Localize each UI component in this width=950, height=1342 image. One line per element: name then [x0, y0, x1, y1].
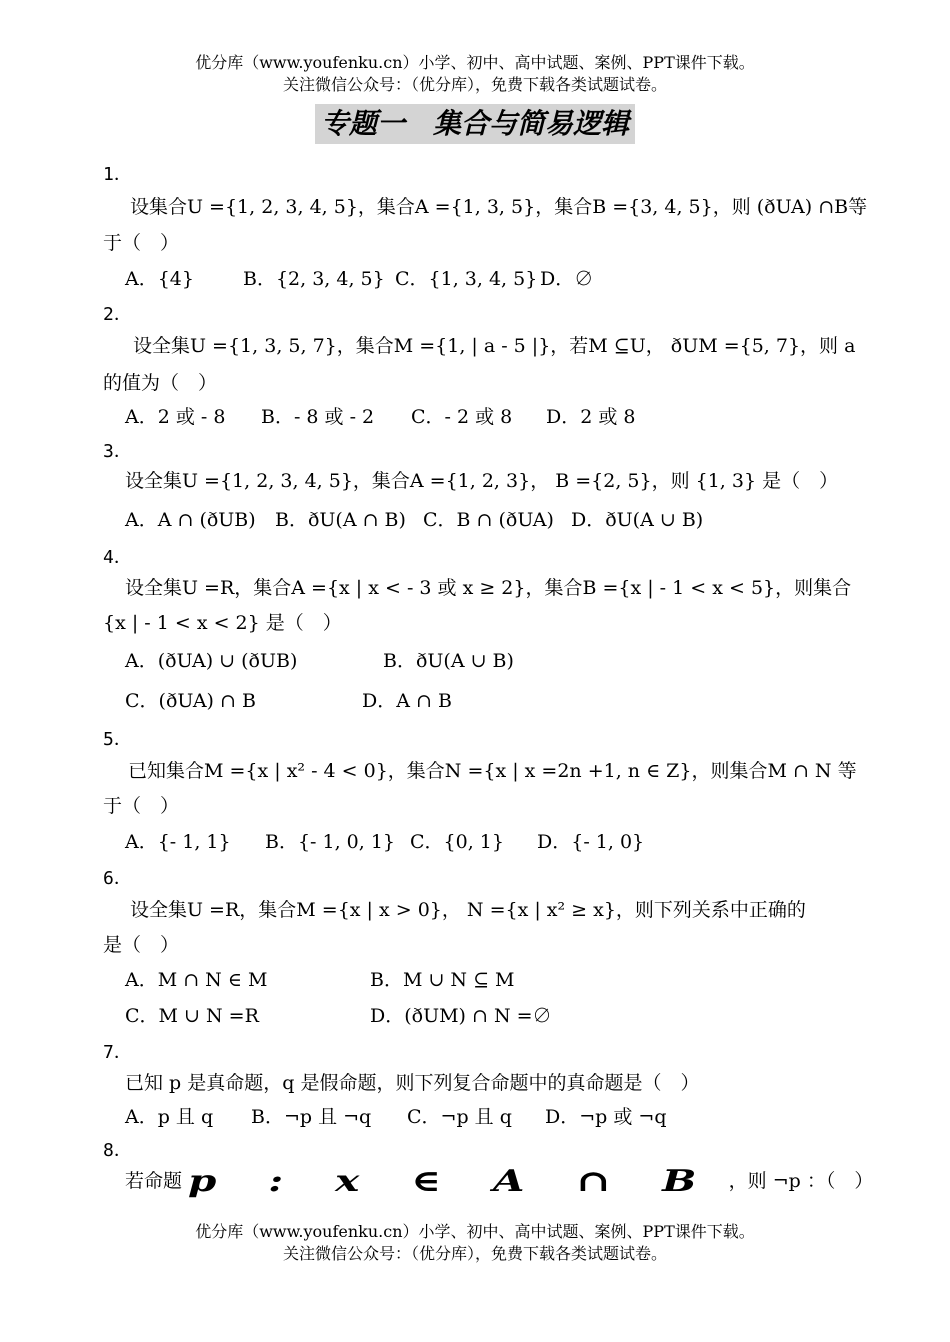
q2-option-c: C．- 2 或 8: [411, 406, 513, 428]
q6-option-b: B．M ∪ N ⊆ M: [370, 969, 515, 991]
q5-stem-line2: 于（ ）: [103, 795, 180, 817]
q5-option-b: B．{- 1, 0, 1}: [265, 831, 396, 853]
q5-option-a: A．{- 1, 1}: [125, 831, 231, 853]
q2-stem-line1: 设全集U ={1, 3, 5, 7}，集合M ={1, | a - 5 |}，若M ⊆U， ðUM ={5, 7}，则 a: [133, 335, 856, 357]
title-banner: [0, 104, 950, 144]
footer-line-2: 关注微信公众号：（优分库），免费下载各类试题试卷。: [282, 1244, 667, 1263]
q1-stem-line2: 于（ ）: [103, 232, 180, 254]
q7-option-b: B．¬p 且 ¬q: [251, 1106, 372, 1128]
q1-option-a: A．{4}: [125, 268, 194, 290]
q3-option-c: C．B ∩ (ðUA): [423, 509, 554, 531]
q5-number: 5．: [103, 729, 132, 750]
q5-options: [125, 829, 644, 855]
q7-stem-line1: 已知 p 是真命题，q 是假命题，则下列复合命题中的真命题是（ ）: [125, 1072, 700, 1094]
q8-stem: [125, 1164, 874, 1199]
q7-option-c: C．¬p 且 q: [407, 1106, 512, 1128]
q2-option-a: A．2 或 - 8: [125, 406, 226, 428]
q4-number: 4．: [103, 547, 132, 568]
q6-option-c: C．M ∪ N =R: [125, 1005, 259, 1027]
q4-option-d: D．A ∩ B: [362, 690, 452, 712]
header-line-2: 关注微信公众号：（优分库），免费下载各类试题试卷。: [282, 75, 667, 94]
q7-option-d: D．¬p 或 ¬q: [545, 1106, 667, 1128]
q8-number: 8．: [103, 1140, 132, 1161]
q2-options: [125, 404, 636, 430]
q6-number: 6．: [103, 868, 132, 889]
q7-options: [125, 1104, 666, 1130]
q1-number: 1．: [103, 164, 132, 185]
q1-stem-line1: 设集合U ={1, 2, 3, 4, 5}，集合A ={1, 3, 5}，集合B ={3, 4, 5}，则 (ðUA) ∩B等: [130, 196, 868, 218]
q8-lead: 若命题: [125, 1170, 183, 1192]
q2-option-b: B．- 8 或 - 2: [261, 406, 375, 428]
q3-stem-line1: 设全集U ={1, 2, 3, 4, 5}，集合A ={1, 2, 3}， B ={2, 5}，则 {1, 3} 是（ ）: [125, 470, 839, 492]
q5-option-c: C．{0, 1}: [410, 831, 504, 853]
q5-option-d: D．{- 1, 0}: [537, 831, 645, 853]
q3-number: 3．: [103, 441, 132, 462]
q1-option-b: B．{2, 3, 4, 5}: [243, 268, 385, 290]
q6-stem-line2: 是（ ）: [103, 934, 180, 956]
q8-tail: ，则 ¬p ：（ ）: [728, 1170, 874, 1192]
q3-option-b: B．ðU(A ∩ B): [275, 509, 406, 531]
q4-stem-line1: 设全集U =R，集合A ={x | x < - 3 或 x ≥ 2}，集合B ={x | - 1 < x < 5}，则集合: [125, 577, 852, 599]
q2-stem-line2: 的值为（ ）: [103, 372, 218, 394]
q1-option-d: D．∅: [540, 268, 594, 290]
q7-number: 7．: [103, 1042, 132, 1063]
q4-option-c: C．(ðUA) ∩ B: [125, 690, 256, 712]
q6-option-d: D．(ðUM) ∩ N =∅: [370, 1005, 552, 1027]
q4-option-b: B．ðU(A ∪ B): [383, 650, 514, 672]
q6-stem-line1: 设全集U =R，集合M ={x | x > 0}， N ={x | x² ≥ x}，则下列关系中正确的: [130, 899, 806, 921]
q1-options: [125, 266, 593, 292]
q4-stem-line2: {x | - 1 < x < 2} 是（ ）: [103, 612, 342, 634]
footer-line-1: 优分库（www.youfenku.cn）小学、初中、高中试题、案例、PPT课件下载。: [195, 1222, 755, 1241]
page-title: 专题一 集合与简易逻辑: [315, 104, 635, 144]
q8-formula: p : x ∈ A ∩ B: [188, 1164, 716, 1199]
q3-options: [125, 507, 703, 533]
q7-option-a: A．p 且 q: [125, 1106, 214, 1128]
q2-option-d: D．2 或 8: [546, 406, 636, 428]
q6-option-a: A．M ∩ N ∈ M: [125, 969, 268, 991]
q1-option-c: C．{1, 3, 4, 5}: [395, 268, 538, 290]
header-line-1: 优分库（www.youfenku.cn）小学、初中、高中试题、案例、PPT课件下载。: [195, 53, 755, 72]
q5-stem-line1: 已知集合M ={x | x² - 4 < 0}，集合N ={x | x =2n +1, n ∈ Z}，则集合M ∩ N 等: [128, 760, 857, 782]
q3-option-a: A．A ∩ (ðUB): [125, 509, 256, 531]
q2-number: 2．: [103, 304, 132, 325]
q3-option-d: D．ðU(A ∪ B): [571, 509, 704, 531]
q4-option-a: A．(ðUA) ∪ (ðUB): [125, 650, 298, 672]
